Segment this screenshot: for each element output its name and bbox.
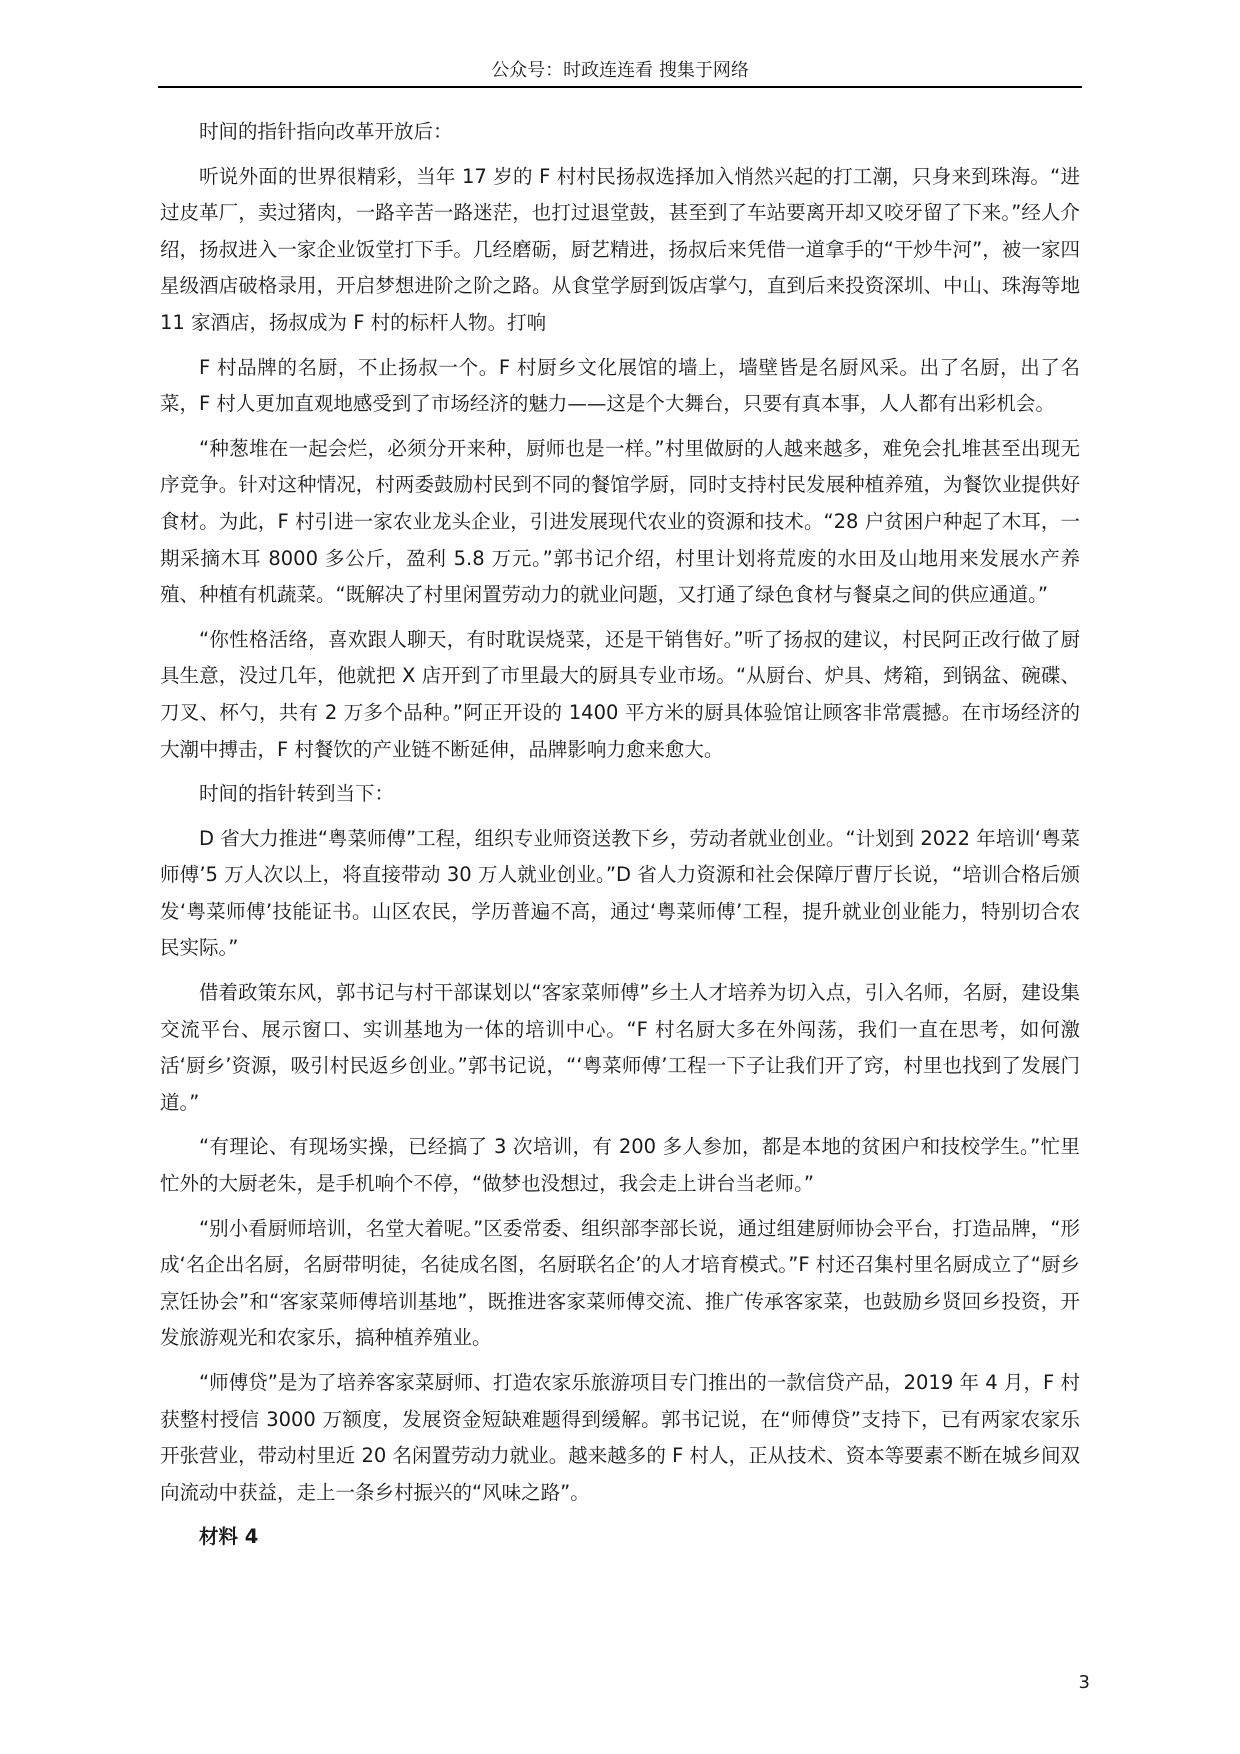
paragraph-onion-analogy: “种葱堆在一起会烂，必须分开来种，厨师也是一样。”村里做厨的人越来越多，难免会扎堆甚至出现无序竞争。针对这种情况，村两委鼓励村民到不同的餐馆学厨，同时支持村民发展种植养殖，为餐饮业提供好食材。为此，F 村引进一家农业龙头企业，引进发展现代农业的资源和技术。“28 户贫困户种起了木耳，一期采摘木耳 8000 多公斤，盈利 5.8 万元。”郭书记介绍，村里计划将荒废的水田及山地用来发展水产养殖、种植有机蔬菜。“既解决了村里闲置劳动力的就业问题，又打通了绿色食材与餐桌之间的供应通道。” [160,436,1080,607]
paragraph-cantonese-chef-project: D 省大力推进“粤菜师傅”工程，组织专业师资送教下乡，劳动者就业创业。“计划到 2022 年培训‘粤菜师傅’5 万人次以上，将直接带动 30 万人就业创业。”D 省人力资源和社会保障厅曹厅长说，“培训合格后颁发‘粤菜师傅’技能证书。山区农民，学历普遍不高，通过‘粤菜师傅’工程，提升就业创业能力，特别切合农民实际。” [160,826,1080,960]
page-number: 3 [1078,1672,1090,1693]
paragraph-intro-present: 时间的指针转到当下： [199,782,395,806]
section-heading-material-4: 材料 4 [199,1525,259,1549]
paragraph-kitchenware: “你性格活络，喜欢跟人聊天，有时耽误烧菜，还是干销售好。”听了扬叔的建议，村民阿正改行做了厨具生意，没过几年，他就把 X 店开到了市里最大的厨具专业市场。“从厨台、炉具、烤箱，到锅盆、碗碟、刀叉、杯勺，共有 2 万多个品种。”阿正开设的 1400 平方米的厨具体验馆让顾客非常震撼。在市场经济的大潮中搏击，F 村餐饮的产业链不断延伸，品牌影响力愈来愈大。 [160,627,1080,761]
document-body [160,114,1080,1556]
paragraph-intro-reform: 时间的指针指向改革开放后： [199,120,453,143]
page-header: 公众号：时政连连看 搜集于网络 [491,60,749,81]
paragraph-famous-chefs: F 村品牌的名厨，不止扬叔一个。F 村厨乡文化展馆的墙上，墙壁皆是名厨风采。出了名厨，出了名菜，F 村人更加直观地感受到了市场经济的魅力——这是个大舞台，只要有真本事，人人都有出彩机会。 [160,355,1080,416]
paragraph-master-loan: “师傅贷”是为了培养客家菜厨师、打造农家乐旅游项目专门推出的一款信贷产品，2019 年 4 月，F 村获整村授信 3000 万额度，发展资金短缺难题得到缓解。郭书记说，在“师傅贷”支持下，已有两家农家乐开张营业，带动村里近 20 名闲置劳动力就业。越来越多的 F 村人，正从技术、资本等要素不断在城乡间双向流动中获益，走上一条乡村振兴的“风味之路”。 [160,1371,1080,1504]
paragraph-yang-uncle: 听说外面的世界很精彩，当年 17 岁的 F 村村民扬叔选择加入悄然兴起的打工潮，只身来到珠海。“进过皮革厂，卖过猪肉，一路辛苦一路迷茫，也打过退堂鼓，甚至到了车站要离开却又咬牙留了下来。”经人介绍，扬叔进入一家企业饭堂打下手。几经磨砺，厨艺精进，扬叔后来凭借一道拿手的“干炒牛河”，被一家四星级酒店破格录用，开启梦想进阶之阶之路。从食堂学厨到饭店掌勺，直到后来投资深圳、中山、珠海等地 11 家酒店，扬叔成为 F 村的标杆人物。打响 [160,164,1080,334]
paragraph-chef-association: “别小看厨师培训，名堂大着呢。”区委常委、组织部李部长说，通过组建厨师协会平台，打造品牌，“形成‘名企出名厨，名厨带明徒，名徒成名图，名厨联名企’的人才培育模式。”F 村还召集村里名厨成立了“厨乡烹饪协会”和“客家菜师傅培训基地”，既推进客家菜师傅交流、推广传承客家菜，也鼓励乡贤回乡投资，开发旅游观光和农家乐，搞种植养殖业。 [160,1216,1080,1350]
header-divider [158,86,1082,88]
paragraph-policy-training-center: 借着政策东风，郭书记与村干部谋划以“客家菜师傅”乡土人才培养为切入点，引入名师，名厨，建设集交流平台、展示窗口、实训基地为一体的培训中心。“F 村名厨大多在外闯荡，我们一直在思考，如何激活‘厨乡’资源，吸引村民返乡创业。”郭书记说，“‘粤菜师傅’工程一下子让我们开了窍，村里也找到了发展门道。” [160,981,1080,1114]
paragraph-training-sessions: “有理论、有现场实操，已经搞了 3 次培训，有 200 多人参加，都是本地的贫困户和技校学生。”忙里忙外的大厨老朱，是手机响个不停，“做梦也没想过，我会走上讲台当老师。” [160,1135,1080,1196]
